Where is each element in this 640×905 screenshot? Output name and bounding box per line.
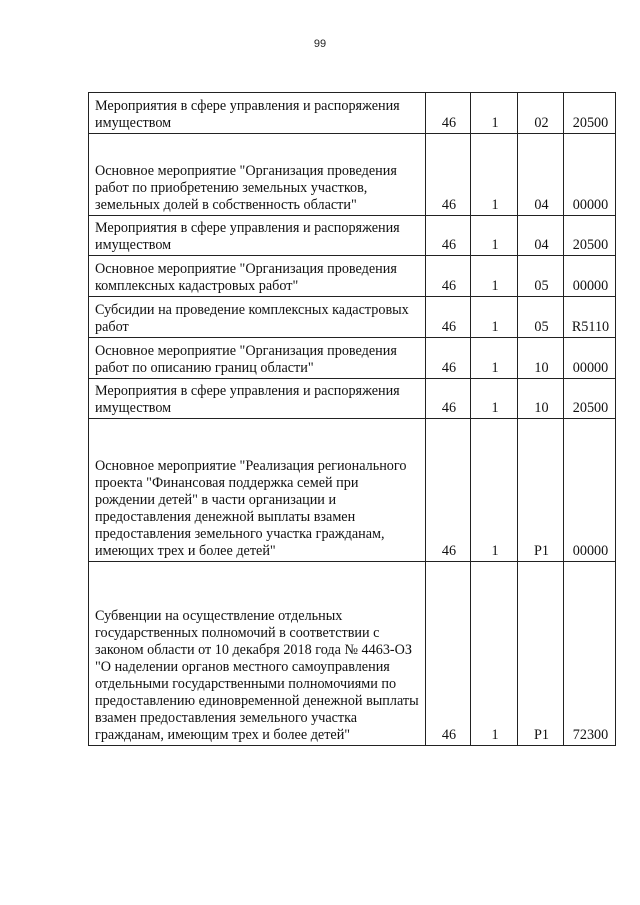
page-number: 99 — [313, 38, 327, 50]
row-description: Мероприятия в сфере управления и распоряжения имуществом — [89, 216, 426, 256]
row-description: Основное мероприятие "Организация проведения работ по описанию границ области" — [89, 338, 426, 379]
row-code-1: 46 — [426, 216, 471, 256]
table-row — [89, 338, 616, 379]
row-code-2: 1 — [471, 134, 518, 216]
row-code-1: 46 — [426, 379, 471, 419]
row-code-3: P1 — [518, 419, 564, 562]
row-code-2: 1 — [471, 562, 518, 746]
table-row — [89, 419, 616, 562]
row-code-2: 1 — [471, 93, 518, 134]
row-code-3: 05 — [518, 297, 564, 338]
row-code-2: 1 — [471, 379, 518, 419]
row-code-1: 46 — [426, 338, 471, 379]
row-description: Основное мероприятие "Реализация регионального проекта "Финансовая поддержка семей при рождении детей" в части организации и предоставления денежной выплаты взамен предоставления земельного участка гражданам, имеющих трех и более детей" — [89, 419, 426, 562]
row-code-4: 00000 — [564, 338, 616, 379]
row-code-4: 20500 — [564, 379, 616, 419]
row-code-2: 1 — [471, 216, 518, 256]
row-code-3: 10 — [518, 338, 564, 379]
row-code-4: 00000 — [564, 134, 616, 216]
row-code-4: R5110 — [564, 297, 616, 338]
row-description: Мероприятия в сфере управления и распоряжения имуществом — [89, 379, 426, 419]
row-code-2: 1 — [471, 338, 518, 379]
row-code-3: P1 — [518, 562, 564, 746]
row-code-1: 46 — [426, 134, 471, 216]
row-code-3: 10 — [518, 379, 564, 419]
row-description: Субвенции на осуществление отдельных государственных полномочий в соответствии с законом области от 10 декабря 2018 года № 4463-ОЗ "О наделении органов местного самоуправления отдельными государственными полномочиями по предоставлению единовременной денежной выплаты взамен предоставления земельного участка гражданам, имеющим трех и более детей" — [89, 562, 426, 746]
table-row — [89, 93, 616, 134]
table-row — [89, 379, 616, 419]
row-description: Мероприятия в сфере управления и распоряжения имуществом — [89, 93, 426, 134]
row-code-4: 72300 — [564, 562, 616, 746]
row-code-3: 02 — [518, 93, 564, 134]
row-code-4: 20500 — [564, 93, 616, 134]
table-row — [89, 256, 616, 297]
table-row — [89, 562, 616, 746]
row-code-4: 20500 — [564, 216, 616, 256]
row-code-3: 04 — [518, 134, 564, 216]
row-code-4: 00000 — [564, 419, 616, 562]
row-code-3: 05 — [518, 256, 564, 297]
row-description: Основное мероприятие "Организация проведения работ по приобретению земельных участков, земельных долей в собственность области" — [89, 134, 426, 216]
table-row — [89, 134, 616, 216]
budget-classification-table — [88, 92, 616, 746]
table-row — [89, 297, 616, 338]
row-code-2: 1 — [471, 256, 518, 297]
row-code-3: 04 — [518, 216, 564, 256]
row-code-1: 46 — [426, 419, 471, 562]
row-code-1: 46 — [426, 297, 471, 338]
table-row — [89, 216, 616, 256]
row-description: Основное мероприятие "Организация проведения комплексных кадастровых работ" — [89, 256, 426, 297]
row-code-1: 46 — [426, 256, 471, 297]
row-code-1: 46 — [426, 562, 471, 746]
row-description: Субсидии на проведение комплексных кадастровых работ — [89, 297, 426, 338]
row-code-2: 1 — [471, 297, 518, 338]
row-code-1: 46 — [426, 93, 471, 134]
row-code-2: 1 — [471, 419, 518, 562]
row-code-4: 00000 — [564, 256, 616, 297]
